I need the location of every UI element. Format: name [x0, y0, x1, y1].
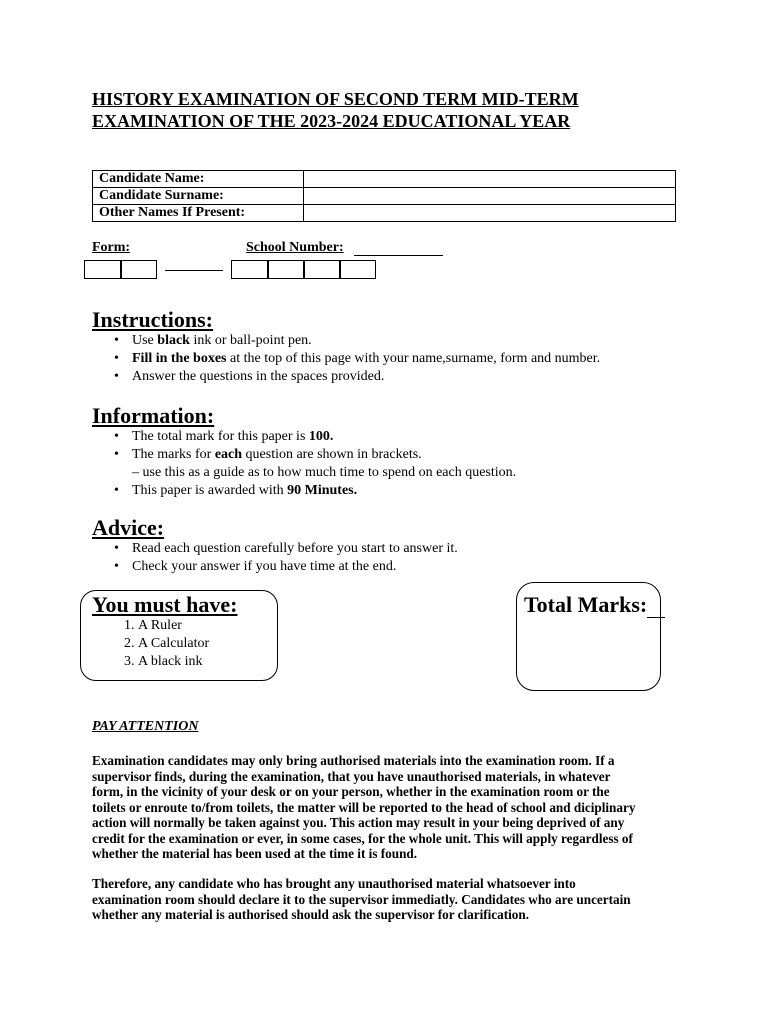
paragraph-line: Therefore, any candidate who has brought any unauthorised material whatsoever into: [92, 876, 576, 891]
school-number-underline: [354, 255, 443, 256]
school-number-box-2[interactable]: [267, 260, 305, 279]
paragraph-line: examination room should declare it to the supervisor immediatly. Candidates who are uncertain: [92, 891, 631, 907]
list-item: 1. A Ruler: [138, 617, 209, 635]
must-have-list: [114, 617, 209, 671]
list-item: • Read each question carefully before you start to answer it.: [132, 540, 458, 558]
paragraph-line: whether the material has been used at the time it is found.: [92, 846, 418, 861]
list-item: 3. A black ink: [138, 653, 209, 671]
table-row: [93, 205, 676, 222]
school-number-label-text: School Number:: [246, 240, 344, 255]
exam-title-line2: EXAMINATION OF THE 2023-2024 EDUCATIONAL YEAR: [92, 111, 571, 131]
form-label: Form:: [92, 240, 131, 255]
exam-title-line1: HISTORY EXAMINATION OF SECOND TERM MID-TERM: [92, 89, 579, 109]
other-names-field[interactable]: [304, 205, 676, 222]
form-box-1[interactable]: [84, 260, 122, 279]
form-box-2[interactable]: [120, 260, 157, 279]
school-number-box-1[interactable]: [231, 260, 269, 279]
list-item: • The marks for each question are shown in brackets.: [132, 446, 516, 464]
list-item: – use this as a guide as to how much time to spend on each question.: [132, 465, 517, 480]
school-number-box-4[interactable]: [339, 260, 376, 279]
paragraph-line: whether any material is authorised should ask the supervisor for clarification.: [92, 907, 530, 922]
paragraph-line: toilets or enroute to/from toilets, the matter will be reported to the head of school and diciplinary: [92, 799, 636, 815]
exam-title: [92, 88, 692, 132]
instructions-heading: Instructions:: [92, 307, 214, 332]
paragraph-line: form, in the vicinity of your desk or on your person, whether in the examination room or the: [92, 784, 610, 799]
pay-attention-paragraph-1: [92, 753, 682, 862]
paragraph-line: credit for the examination or ever, in some cases, for the whole unit. This will apply regardless of: [92, 830, 633, 846]
must-have-heading: You must have:: [92, 592, 238, 617]
instructions-list: [112, 332, 600, 386]
paragraph-line: Examination candidates may only bring authorised materials into the examination room. If a: [92, 753, 615, 768]
table-row: [93, 188, 676, 205]
candidate-name-field[interactable]: [304, 171, 676, 188]
total-marks-heading: [524, 592, 665, 618]
candidate-surname-field[interactable]: [304, 188, 676, 205]
list-item: • The total mark for this paper is 100.: [132, 428, 516, 446]
list-item: • This paper is awarded with 90 Minutes.: [132, 482, 516, 500]
candidate-details-table: [92, 170, 676, 222]
list-item: • Use black ink or ball-point pen.: [132, 332, 600, 350]
form-separator-line: [165, 270, 223, 271]
total-marks-blank: [647, 597, 665, 618]
information-list: [112, 428, 516, 500]
table-row: [93, 171, 676, 188]
school-number-label: [246, 240, 344, 256]
school-number-box-3[interactable]: [303, 260, 341, 279]
advice-heading: Advice:: [92, 515, 165, 540]
other-names-label: Other Names If Present:: [93, 205, 304, 222]
list-item: • Check your answer if you have time at the end.: [132, 558, 458, 576]
paragraph-line: action will normally be taken against you. This action may result in your being deprived of any: [92, 815, 625, 830]
information-heading: Information:: [92, 403, 215, 428]
pay-attention-heading: PAY ATTENTION: [92, 719, 199, 734]
advice-list: [112, 540, 458, 576]
total-marks-label: Total Marks:: [524, 592, 648, 617]
candidate-name-label: Candidate Name:: [93, 171, 304, 188]
list-item: 2. A Calculator: [138, 635, 209, 653]
paragraph-line: supervisor finds, during the examination, that you have unauthorised materials, in whatever: [92, 768, 611, 784]
candidate-surname-label: Candidate Surname:: [93, 188, 304, 205]
list-item: • Answer the questions in the spaces provided.: [132, 368, 600, 386]
pay-attention-paragraph-2: [92, 876, 682, 923]
list-item: • Fill in the boxes at the top of this page with your name,surname, form and number.: [132, 350, 600, 368]
